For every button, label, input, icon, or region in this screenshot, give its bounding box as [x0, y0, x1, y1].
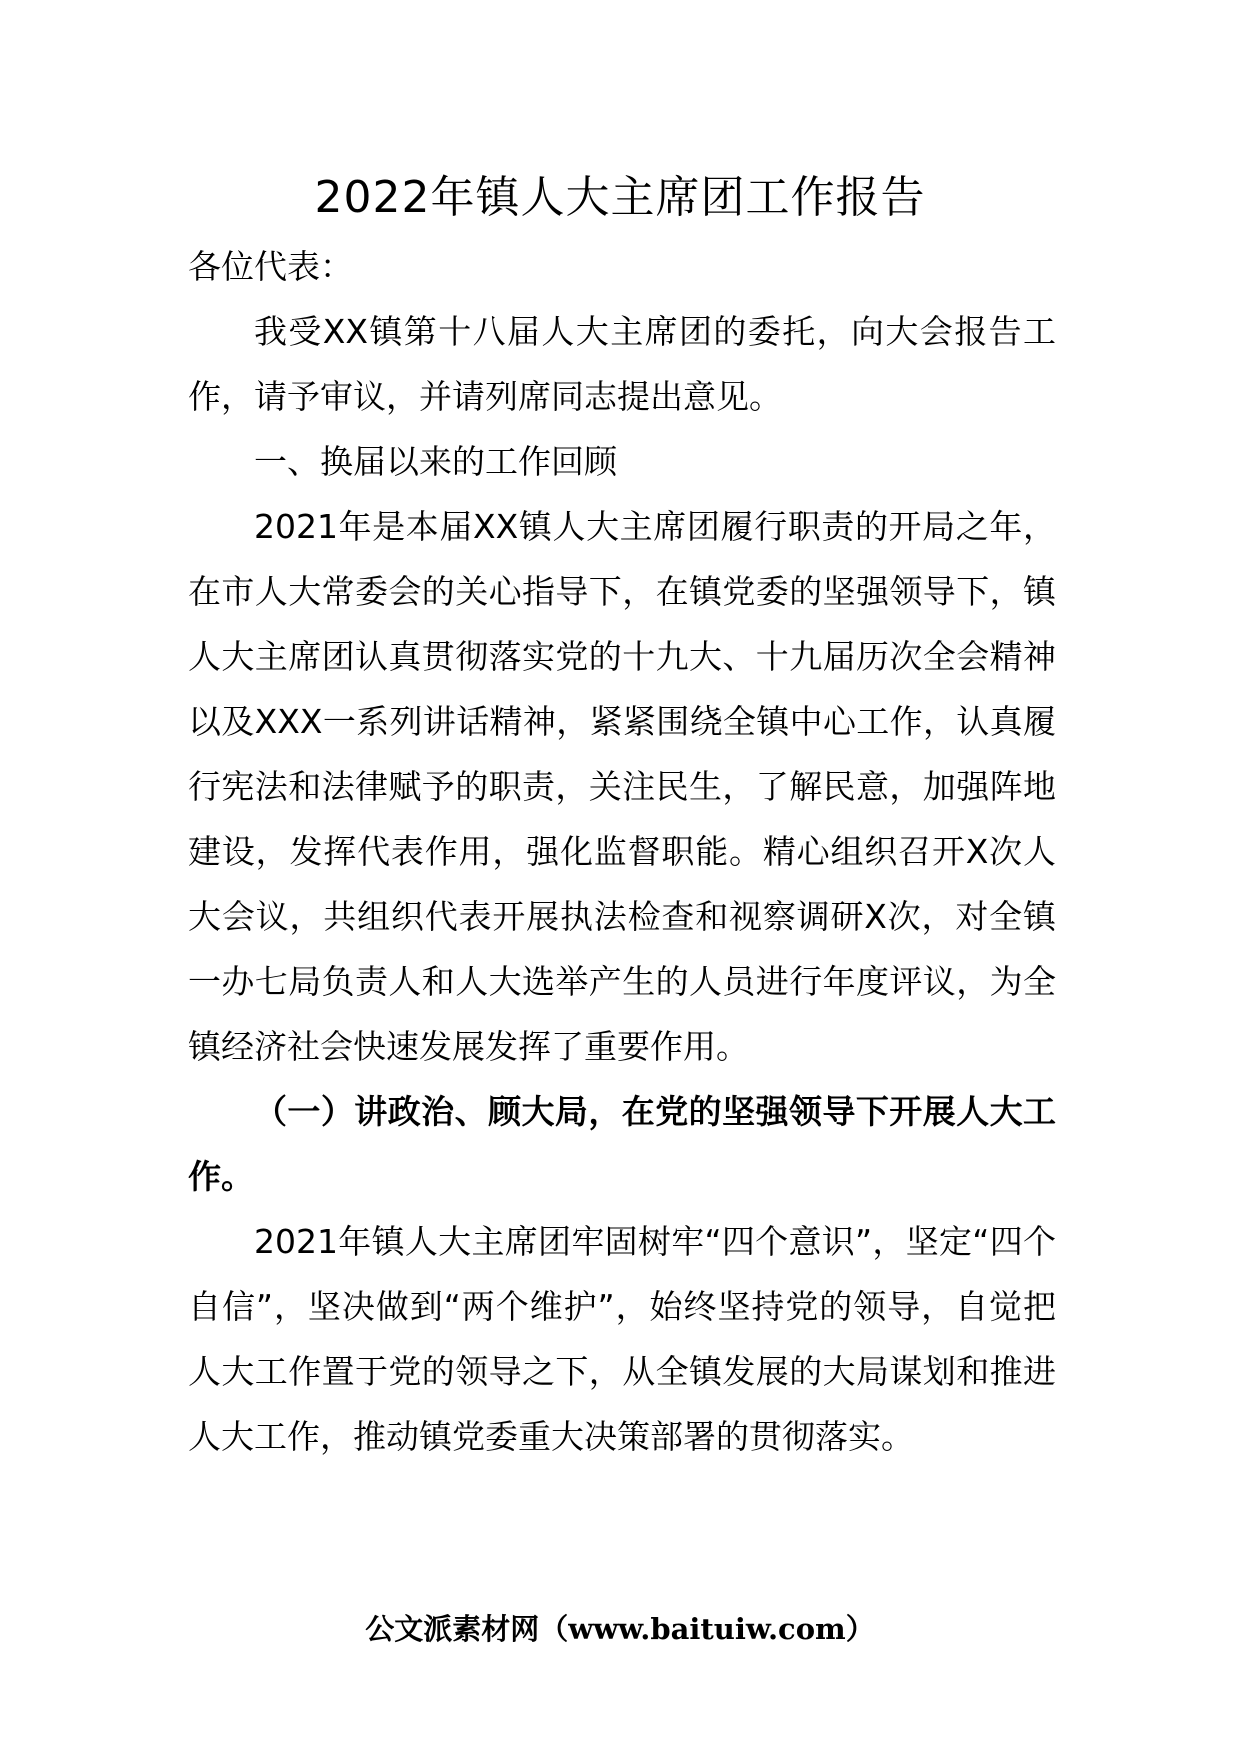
- document-body: [188, 234, 1056, 1469]
- review-paragraph: 2021年是本届XX镇人大主席团履行职责的开局之年，在市人大常委会的关心指导下，在镇党委的坚强领导下，镇人大主席团认真贯彻落实党的十九大、十九届历次全会精神以及XXX一系列讲话精神，紧紧围绕全镇中心工作，认真履行宪法和法律赋予的职责，关注民生，了解民意，加强阵地建设，发挥代表作用，强化监督职能。精心组织召开X次人大会议，共组织代表开展执法检查和视察调研X次，对全镇一办七局负责人和人大选举产生的人员进行年度评议，为全镇经济社会快速发展发挥了重要作用。: [188, 507, 1056, 1066]
- salutation: 各位代表：: [188, 247, 353, 286]
- subsection-paragraph: 2021年镇人大主席团牢固树牢“四个意识”，坚定“四个自信”，坚决做到“两个维护”，始终坚持党的领导，自觉把人大工作置于党的领导之下，从全镇发展的大局谋划和推进人大工作，推动镇党委重大决策部署的贯彻落实。: [188, 1222, 1056, 1456]
- subsection-heading: （一）讲政治、顾大局，在党的坚强领导下开展人大工作。: [188, 1092, 1056, 1196]
- section-heading: 一、换届以来的工作回顾: [254, 442, 617, 481]
- intro-paragraph: 我受XX镇第十八届人大主席团的委托，向大会报告工作，请予审议，并请列席同志提出意见。: [188, 312, 1056, 416]
- footer-watermark: 公文派素材网（www.baituiw.com）: [365, 1612, 875, 1646]
- page-title: 2022年镇人大主席团工作报告: [314, 172, 926, 223]
